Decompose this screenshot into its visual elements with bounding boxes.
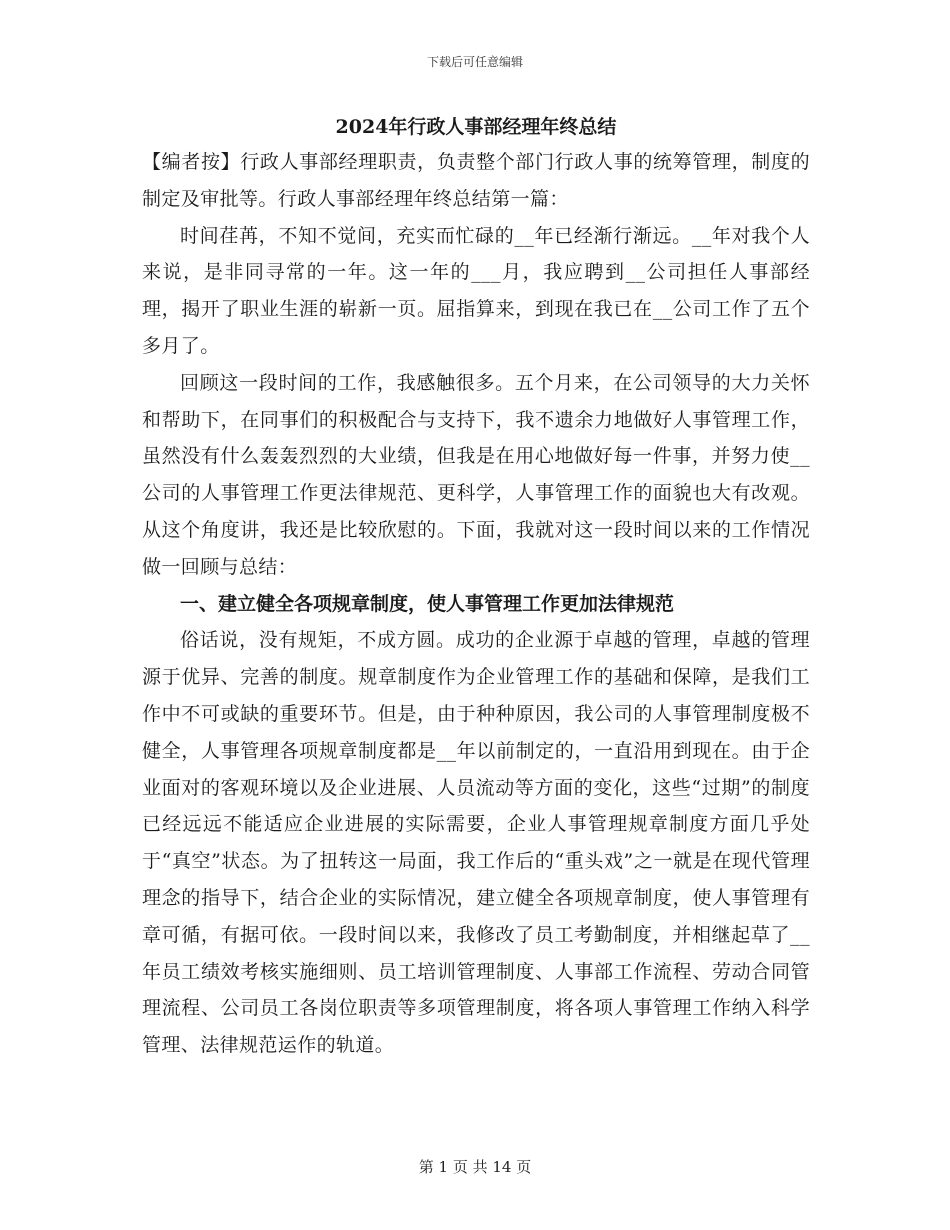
section-heading: 一、建立健全各项规章制度，使人事管理工作更加法律规范 bbox=[180, 592, 675, 615]
intro-paragraph: 时间荏苒，不知不觉间，充实而忙碌的__年已经渐行渐远。__年对我个人来说，是非同寻常的一年。这一年的___月，我应聘到__公司担任人事部经理，揭开了职业生涯的崭新一页。屈指算来，到现在我已在__公司工作了五个多月了。 bbox=[142, 224, 810, 357]
page-header: 下载后可任意编辑 bbox=[426, 55, 523, 69]
page-footer: 第 1 页 共 14 页 bbox=[418, 1158, 532, 1176]
editor-note-paragraph: 【编者按】行政人事部经理职责，负责整个部门行政人事的统筹管理，制度的制定及审批等。行政人事部经理年终总结第一篇： bbox=[142, 151, 810, 210]
section-paragraph: 俗话说，没有规矩，不成方圆。成功的企业源于卓越的管理，卓越的管理源于优异、完善的制度。规章制度作为企业管理工作的基础和保障，是我们工作中不可或缺的重要环节。但是，由于种种原因，我公司的人事管理制度极不健全，人事管理各项规章制度都是__年以前制定的，一直沿用到现在。由于企业面对的客观环境以及企业进展、人员流动等方面的变化，这些“过期”的制度已经远远不能适应企业进展的实际需要，企业人事管理规章制度方面几乎处于“真空”状态。为了扭转这一局面，我工作后的“重头戏”之一就是在现代管理理念的指导下，结合企业的实际情况，建立健全各项规章制度，使人事管理有章可循，有据可依。一段时间以来，我修改了员工考勤制度，并相继起草了__年员工绩效考核实施细则、员工培训管理制度、人事部工作流程、劳动合同管理流程、公司员工各岗位职责等多项管理制度，将各项人事管理工作纳入科学管理、法律规范运作的轨道。 bbox=[142, 629, 810, 1057]
review-paragraph: 回顾这一段时间的工作，我感触很多。五个月来，在公司领导的大力关怀和帮助下，在同事们的积极配合与支持下，我不遗余力地做好人事管理工作，虽然没有什么轰轰烈烈的大业绩，但我是在用心地做好每一件事，并努力使__公司的人事管理工作更法律规范、更科学，人事管理工作的面貌也大有改观。从这个角度讲，我还是比较欣慰的。下面，我就对这一段时间以来的工作情况做一回顾与总结： bbox=[142, 371, 810, 578]
document-body bbox=[142, 110, 810, 1064]
document-title: 2024年行政人事部经理年终总结 bbox=[335, 116, 617, 138]
